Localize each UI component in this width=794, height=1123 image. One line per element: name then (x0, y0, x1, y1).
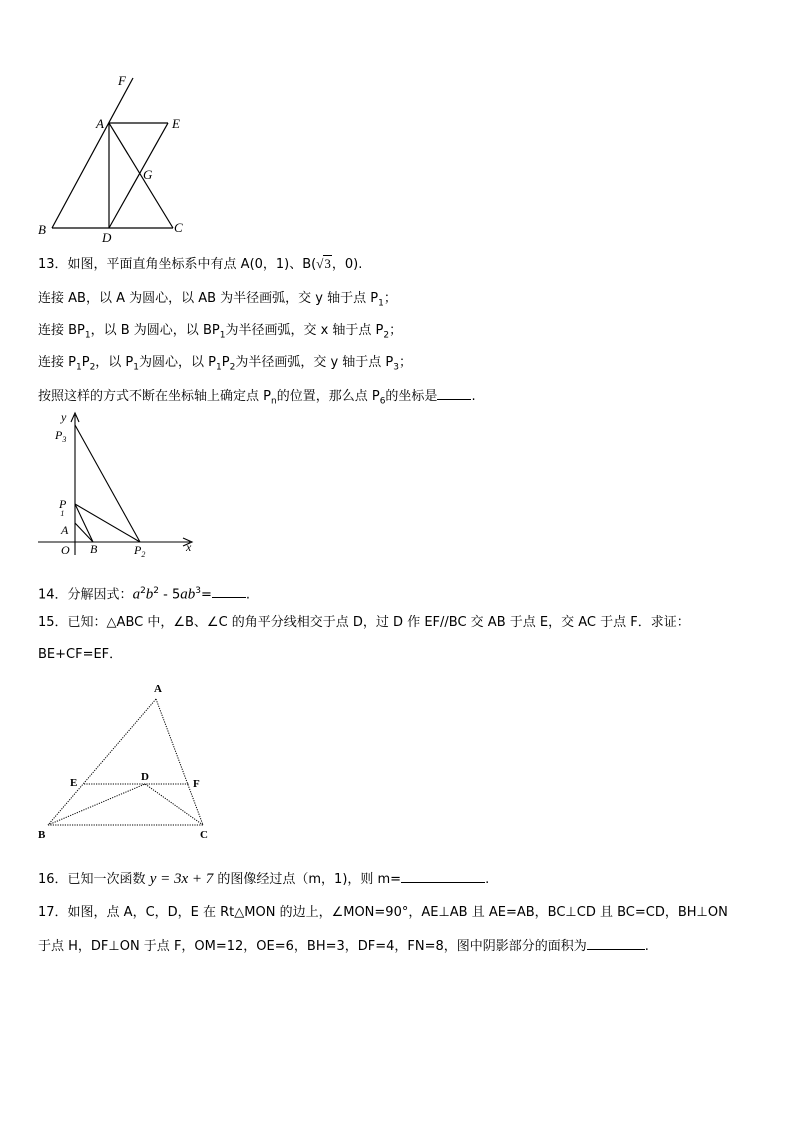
line-AC (156, 699, 203, 825)
label-P1: P 1 (59, 497, 67, 518)
figure-q13 (30, 405, 210, 565)
label-B: B (38, 222, 46, 237)
line-BD (48, 784, 145, 825)
label-D: D (141, 771, 149, 783)
label-C: C (200, 829, 208, 841)
q13-line5: 按照这样的方式不断在坐标轴上确定点 $P_n$的位置，那么点 $P_6$的坐标是 . (38, 386, 476, 411)
label-A: A (96, 116, 104, 131)
label-A: A (61, 523, 69, 537)
line-P1P2 (75, 504, 140, 542)
label-P2: $P_2$ (134, 543, 146, 559)
q15-line1: 15．已知：△ABC 中，∠B、∠C 的角平分线相交于点 D，过 D 作 EF//BC 交 AB 于点 E，交 AC 于点 F．求证： (38, 615, 690, 630)
q13-line4: 连接 $P_1P_2$，以 $P_1$为圆心，以 $P_1P_2$为半径画弧，交 y 轴于点 $P_3$； (38, 355, 412, 373)
q13-line2: 连接 AB，以 A 为圆心，以 AB 为半径画弧，交 y 轴于点 $P_1$； (38, 291, 397, 309)
line-BF (52, 78, 133, 228)
label-F: F (118, 73, 126, 88)
label-F: F (193, 778, 200, 790)
answer-blank-q17[interactable] (587, 936, 645, 950)
q15-line2: BE+CF=EF． (38, 647, 123, 662)
q13-number: 13． (38, 257, 68, 272)
label-B: B (90, 542, 98, 556)
line-ED (109, 123, 168, 228)
line-AB (75, 523, 93, 542)
line-CD (145, 784, 203, 825)
label-E: E (70, 777, 78, 789)
label-P3: $P_3$ (55, 428, 67, 444)
label-D: D (102, 230, 112, 245)
q16-line: 16．已知一次函数 y = 3x + 7 的图像经过点（m，1)，则 m= . (38, 871, 490, 887)
answer-blank-q16[interactable] (401, 869, 485, 883)
label-y: y (61, 410, 67, 424)
figure-q12 (30, 70, 210, 245)
label-A: A (154, 683, 162, 695)
formula-linear-function: y = 3x + 7 (149, 871, 214, 887)
answer-blank-q14[interactable] (212, 584, 246, 598)
q13-line3: 连接 $BP_1$，以 B 为圆心，以 $BP_1$为半径画弧，交 x 轴于点 $P_2$； (38, 323, 403, 341)
figure-q15 (30, 678, 230, 848)
q14-line: 14．分解因式：$a^2b^2 - 5ab^3=$ . (38, 586, 251, 603)
line-AB (48, 699, 156, 825)
label-x: x (186, 540, 192, 554)
sqrt-3: √3 (316, 256, 331, 271)
line-AC (109, 123, 173, 228)
q17-line2: 于点 H，DF⊥ON 于点 F，OM=12，OE=6，BH=3，DF=4，FN=8，图中阴影部分的面积为 . (38, 936, 649, 956)
label-G: G (143, 167, 153, 182)
q17-line1: 17．如图，点 A，C，D，E 在 Rt△MON 的边上，∠MON=90°，AE⊥AB 且 AE=AB，BC⊥CD 且 BC=CD，BH⊥ON (38, 905, 728, 920)
label-B: B (38, 829, 46, 841)
q13-line1: 13．如图，平面直角坐标系中有点 A(0，1)、B(√3，0). (38, 256, 363, 272)
label-C: C (174, 220, 183, 235)
label-O: O (61, 543, 70, 557)
answer-blank-q13[interactable] (437, 386, 471, 400)
label-E: E (172, 116, 180, 131)
